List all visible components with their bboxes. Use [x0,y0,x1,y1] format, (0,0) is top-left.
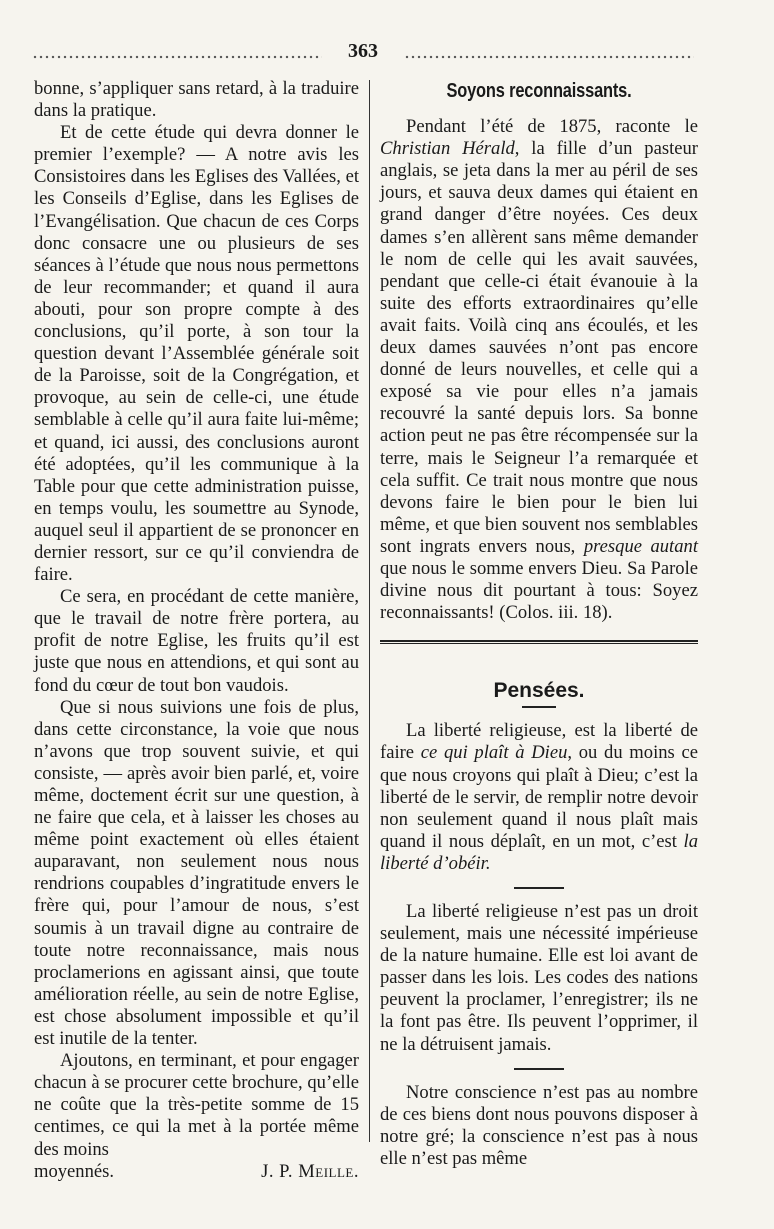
separator-rule [514,1068,564,1070]
text-run-italic: presque autant [583,535,698,557]
page-header [32,40,694,70]
paragraph: Ajoutons, en terminant, et pour engager chacun à se procurer cette brochure, qu’elle ne coûte que la très-petite somme de 15 centimes, ce qui la met à la portée même des moins [34,1050,359,1160]
paragraph: Ce sera, en procédant de cette manière, que le travail de notre frère portera, au profit de notre Eglise, les fruits qu’il est juste que nous en attendions, et qui sont au fond du cœur de tout bon vaudois. [34,586,359,696]
page-number: 363 [348,40,378,62]
left-column [34,78,359,1183]
header-rule-right [404,54,694,60]
text-run-italic: Christian Hérald [380,138,515,160]
right-column [380,78,698,1170]
paragraph: Que si nous suivions une fois de plus, dans cette circonstance, la voie que nous n’avons que trop souvent suivie, et qui consiste, — après avoir bien parlé, et, voire même, doctement écrit sur une question, à ne faire que cela, et à laisser les choses au même point exactement où elles étaient auparavant, non seulement nous nous rendrions coupables d’ingratitude envers le frère qui, pour l’amour de nous, s’est soumis à un travail digne au contraire de toute notre reconnaissance, mais nous proclamerions en agissant ainsi, que toute amélioration réelle, au sein de notre Eglise, est chose absolument impossible et qu’il est inutile de la tenter. [34,696,359,1050]
title-underline [522,706,556,708]
text-run: que nous le somme envers Dieu. Sa Parole divine nous dit pourtant à tous: Soyez reconnaissants! (Colos. iii. 18). [380,557,698,624]
text-run: , la fille d’un pasteur anglais, se jeta dans la mer au péril de ses jours, et sauva deux dames qui étaient en grand danger d’être noyées. Ces deux dames s’en allèrent sans même demander le nom de celle qui les avait sauvées, pendant que celle-ci était évanouie à la suite des efforts extraordinaires qu’elle avait faits. Voilà cinq ans écoulés, et les deux dames sauvées n’ont pas encore donné de leurs nouvelles, et celle qui a exposé sa vie pour elles n’a jamais recouvré la santé depuis lors. Sa bonne action peut ne pas être récompensée sur la terre, mais le Seigneur l’a remarquée et cela suffit. Ce trait nous montre que nous devons faire le bien pour le bien lui même, et que bien souvent nos semblables sont ingrats envers nous, [380,138,698,557]
paragraph: Et de cette étude qui devra donner le premier l’exemple? — A notre avis les Consistoires dans les Eglises des Vallées, et les Conseils d’Eglise, dans les Eglises de l’Evangélisation. Que chacun de ces Corps donc consacre une ou plusieurs de ses séances à l’étude que nous nous permettons de leur recommander; et quand il aura abouti, pour son propre compte à des conclusions, qu’il porte, à son tour la question devant l’Assemblée générale soit de la Paroisse, soit de la Congrégation, et provoque, au sein de celle-ci, une étude semblable à celle qu’il aura faite lui-même; et quand, ici aussi, des conclusions auront été adoptées, qu’il les communique à la Table pour que cette administration puisse, en temps voulu, les soumettre au Synode, auquel seul il appartient de se prononcer en dernier ressort, sur ce qu’il conviendra de faire. [34,122,359,586]
separator-rule [514,887,564,889]
author-signature: J. P. Meille. [261,1160,359,1182]
article-title: Soyons reconnaissants. [446,80,632,102]
signature-line [34,1161,359,1183]
closing-word: moyennés. [34,1160,115,1182]
text-run: Pendant l’été de 1875, raconte le [406,116,698,138]
header-rule-left [32,54,322,60]
section-title: Pensées. [493,679,585,703]
text-run-italic: la liberté d’obéir. [380,830,698,874]
text-run: La liberté religieuse, est la liberté de faire [380,720,698,764]
article-paragraph [380,116,698,624]
section-rule [380,640,698,644]
paragraph: bonne, s’appliquer sans retard, à la traduire dans la pratique. [34,78,359,122]
thought-paragraph: Notre conscience n’est pas au nombre de ces biens dont nous pouvons disposer à notre gré; la conscience n’est pas à nous elle n’est pas même [380,1081,698,1169]
text-run-italic: ce qui plaît à Dieu [420,742,568,764]
text-run: , ou du moins ce que nous croyons qui plaît à Dieu; c’est la liberté de le servir, de remplir notre devoir non seulement quand il nous plaît mais quand il nous déplaît, en un mot, c’est [380,742,698,852]
thought-paragraph: La liberté religieuse n’est pas un droit seulement, mais une nécessité impérieuse de la nature humaine. Elle est loi avant de passer dans les lois. Les codes des nations peuvent la proclamer, l’enregistrer; ils ne la font pas être. Ils peuvent l’opprimer, il ne la détruisent jamais. [380,901,698,1055]
thought-paragraph [380,720,698,875]
column-divider [369,80,370,1142]
